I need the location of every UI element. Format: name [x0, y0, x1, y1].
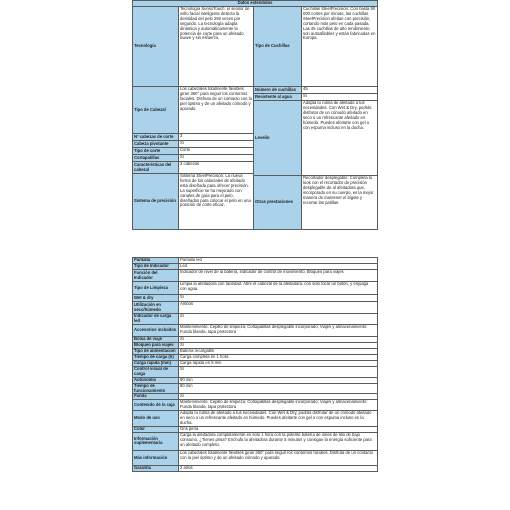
- spec-row-value: Batería recargable: [179, 348, 378, 354]
- extended-data-table: [132, 0, 378, 230]
- spec-row-label: Autonomía: [133, 377, 179, 383]
- spec-row-label: Tipo de Limpieza: [133, 282, 179, 295]
- spec-row-label: Modo de uso: [133, 411, 179, 427]
- spec-row-value: Sí: [179, 336, 378, 342]
- value-numero-cuchillas: 45: [302, 87, 378, 94]
- spec-row: [133, 302, 378, 314]
- spec-row-label: Wet & dry: [133, 295, 179, 302]
- spec-row-label: Garantía: [133, 465, 179, 471]
- spec-row-label: Control visual de carga: [133, 366, 179, 377]
- spec-row-value: Mantenimiento: Cepillo de limpieza; Cortapatillas desplegable incorporado; Viajes y almacenamiento: Funda blanda, tapa protectora: [179, 400, 378, 411]
- spec-row-label: Bloqueo para viajes: [133, 342, 179, 348]
- value-tipo-cuchillas: Cuchillas SteelPrecision: Con hasta 90 000 cortes por minuto, las cuchillas SteelPrecision afeitan con precisión, cortando más pelo en cada pasada. Las 45 cuchillas de alto rendimiento son autoafilables y están fabricadas en Europa.: [302, 7, 378, 87]
- value-tipo-corte: Corte: [179, 148, 254, 155]
- spec-row-label: Función del Indicador: [133, 270, 179, 282]
- spec-row-label: Más información: [133, 450, 179, 465]
- label-numero-cuchillas: Número de cuchillas: [254, 87, 302, 94]
- spec-row-value: Indicador de nivel de la batería, indicador de control de movimiento, Bloqueo para viajes: [179, 270, 378, 282]
- label-cabeza-pivotante: Cabeza pivotante: [133, 141, 179, 148]
- spec-row-value: Sí: [179, 394, 378, 400]
- value-otras-prestaciones: Recortador desplegable: Completa tu look con el recortador de precisión desplegable de al afeitadora que, incorporado en su cuerpo, es la mejor manera de mantener el bigote y recortar las patillas.: [302, 176, 378, 230]
- label-tipo-corte: Tipo de corte: [133, 148, 179, 155]
- label-resistente-agua: Resistente al agua: [254, 94, 302, 101]
- spec-row-label: Indicador de carga led: [133, 314, 179, 325]
- spec-row-value: 2 años: [179, 465, 378, 471]
- spec-row-label: Tiempo de funcionamiento: [133, 383, 179, 394]
- value-tecnologia: Tecnología SensoTouch: el sensor de vello facial inteligente detecta la densidad del pelo 250 veces por segundo. La tecnología adapta dinámica y automáticamente la potencia de corte para un afeitado suave y sin esfuerzo.: [179, 7, 254, 87]
- spec-row-label: Color: [133, 426, 179, 432]
- value-cortapatillas: Sí: [179, 155, 254, 162]
- spec-row-label: Bolsa de viaje: [133, 336, 179, 342]
- spec-row-label: Utilización en seco/húmedo: [133, 302, 179, 314]
- spec-row-value: 80 min: [179, 377, 378, 383]
- spec-row: [133, 450, 378, 465]
- spec-row-value: Gris perla: [179, 426, 378, 432]
- spec-row: [133, 314, 378, 325]
- spec-row-value: Sí: [179, 314, 378, 325]
- spec-row-value: 80 min: [179, 383, 378, 394]
- spec-row-value: Adapta tu rutina de afeitado a tus necesidades. Con Wet & Dry, podrás disfrutar de un cómodo afeitado en seco o un refrescante afeitado en húmedo. Puedes afeitarte con gel o con espuma incluso en la ducha.: [179, 411, 378, 427]
- spec-row-value: Pantalla led: [179, 258, 378, 264]
- value-resistente-agua: Sí: [302, 94, 378, 101]
- spec-row-label: Tipo de alimentación: [133, 348, 179, 354]
- spec-row-label: Tiempo de carga (h): [133, 354, 179, 360]
- spec-row: [133, 432, 378, 450]
- value-levelin: Adapta tu rutina de afeitado a tus necesidades. Con Wet & Dry, podrás disfrutar de un cómodo afeitado en seco o un refrescante afeitado en húmedo. Puedes afeitarte con gel o con espuma incluso en la ducha.: [302, 101, 378, 176]
- table-header-title: Datos extendidos: [133, 1, 378, 7]
- spec-row-value: Carga rápida en 5 min: [179, 360, 378, 366]
- spec-row: [133, 282, 378, 295]
- label-cortapatillas: Cortapatillas: [133, 155, 179, 162]
- spec-row-value: Ambos: [179, 302, 378, 314]
- spec-row-value: Sí: [179, 342, 378, 348]
- label-sistema-precision: Sistema de precisión: [133, 174, 179, 230]
- label-caracteristicas: Características del cabezal: [133, 162, 179, 174]
- spec-row: [133, 295, 378, 302]
- spec-row: [133, 366, 378, 377]
- label-otras-prestaciones: Otras prestaciones: [254, 176, 302, 230]
- value-sistema-precision: Sistema SteelPrecision: La nueva forma de los cabezales de afeitado está diseñada para ofrecer precisión. La superficie se ha mejorado con canales de guía para el pelo, diseñados para colocar el pelo en una posición de corte eficaz.: [179, 174, 254, 230]
- spec-row: [133, 400, 378, 411]
- spec-row-label: Información suplementaria: [133, 432, 179, 450]
- spec-row-value: Carga completa en 1 hora: [179, 354, 378, 360]
- label-tipo-cabezal: Tipo de Cabezal: [133, 87, 179, 134]
- spec-row-label: Accesorios incluidos: [133, 324, 179, 336]
- label-levelin: Levelin: [254, 101, 302, 176]
- spec-rows-table: [132, 257, 378, 472]
- spec-row-value: Los cabezales totalmente flexibles giran 360° para seguir los contornos faciales. Disfruta de un contacto con la piel óptimo y de un afeitado cómodo y apurado.: [179, 450, 378, 465]
- spec-row: [133, 383, 378, 394]
- spec-row: [133, 411, 378, 427]
- spec-row-value: Limpia la afeitadora con facilidad. Abre el cabezal de la afeitadora, con solo tocar un botón, y enjuaga con agua.: [179, 282, 378, 295]
- spec-row: [133, 270, 378, 282]
- spec-row-label: Funda: [133, 394, 179, 400]
- spec-row-label: Pantalla: [133, 258, 179, 264]
- spec-row: [133, 324, 378, 336]
- spec-row-label: Contenido de la caja: [133, 400, 179, 411]
- value-cabeza-pivotante: Sí: [179, 141, 254, 148]
- value-caracteristicas: 3 cabezas: [179, 162, 254, 174]
- spec-row-value: Sí: [179, 366, 378, 377]
- spec-row-value: Carga la afeitadora completamente en solo 1 hora con la potente batería de iones de litio de bajo consumo. ¿Tienes prisa? Enchufa la afeitadora durante 5 minutos y consigue la energía suficiente para un afeitado completo.: [179, 432, 378, 450]
- spec-row-label: Carga rápida (min): [133, 360, 179, 366]
- spec-row: [133, 465, 378, 471]
- label-tipo-cuchillas: Tipo de Cuchillas: [254, 7, 302, 87]
- spec-row-value: Mantenimiento: Cepillo de limpieza; Cortapatillas desplegable incorporado; Viajes y almacenamiento: Funda blanda, tapa protectora: [179, 324, 378, 336]
- label-n-cabezas: Nº cabezas de corte: [133, 134, 179, 141]
- value-n-cabezas: 3: [179, 134, 254, 141]
- spec-row-value: Led: [179, 264, 378, 270]
- value-tipo-cabezal: Los cabezales totalmente flexibles giran 360° para seguir los contornos faciales. Disfruta de un contacto con la piel óptimo y de un afeitado cómodo y apurado.: [179, 87, 254, 134]
- label-tecnologia: Tecnología: [133, 7, 179, 87]
- spec-row-label: Tipo de Indicador: [133, 264, 179, 270]
- spec-row-value: Sí: [179, 295, 378, 302]
